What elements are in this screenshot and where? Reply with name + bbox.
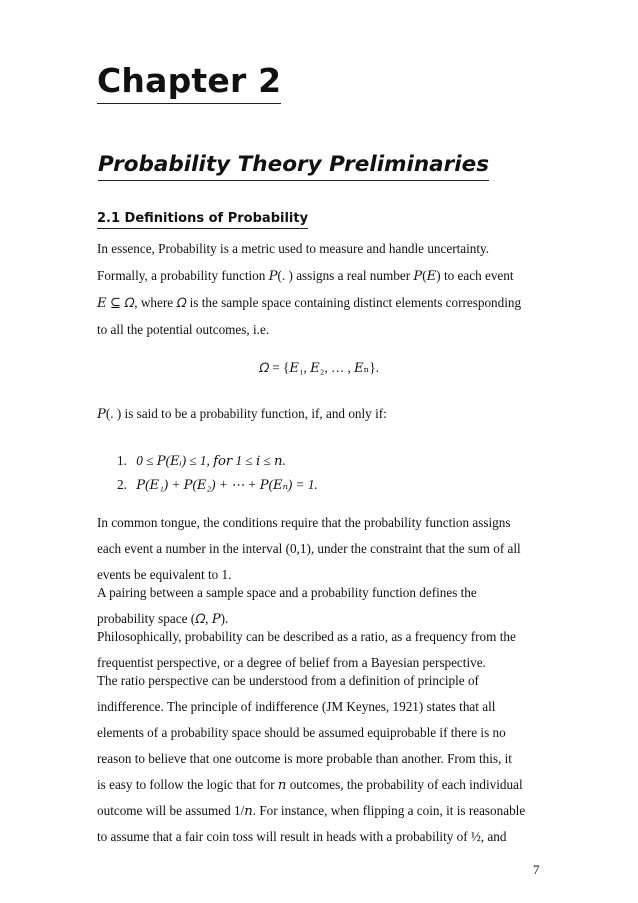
- paragraph-line: Formally, a probability function 𝑃(. ) assigns a real number 𝑃(𝐸) to each event: [97, 268, 514, 283]
- paragraph-line: Philosophically, probability can be described as a ratio, as a frequency from the: [97, 629, 516, 644]
- paragraph-line: In essence, Probability is a metric used to measure and handle uncertainty.: [97, 241, 490, 256]
- paragraph-line: outcome will be assumed 1/𝑛. For instance, when flipping a coin, it is reasonable: [97, 803, 526, 818]
- condition-formula: 𝑃(𝐸₁) + 𝑃(𝐸₂) + ⋯ + 𝑃(𝐸ₙ) = 1.: [136, 477, 318, 492]
- condition-item: [117, 452, 286, 470]
- condition-formula: 0 ≤ 𝑃(𝐸ᵢ) ≤ 1, 𝑓𝑜𝑟 1 ≤ 𝑖 ≤ 𝑛.: [136, 453, 286, 468]
- condition-intro: 𝑃(. ) is said to be a probability function, if, and only if:: [97, 406, 387, 421]
- condition-number: 1.: [117, 453, 127, 468]
- paragraph-line: probability space (𝛺, 𝑃).: [97, 611, 229, 626]
- paragraph-line: 𝐸 ⊆ 𝛺, where 𝛺 is the sample space containing distinct elements corresponding: [97, 295, 522, 310]
- paragraph-line: reason to believe that one outcome is more probable than another. From this, it: [97, 751, 512, 766]
- page-number: 7: [533, 862, 540, 877]
- paragraph-line: A pairing between a sample space and a probability function defines the: [97, 585, 477, 600]
- paragraph-line: to assume that a fair coin toss will result in heads with a probability of ½, and: [97, 829, 507, 844]
- paragraph-line: each event a number in the interval (0,1), under the constraint that the sum of all: [97, 541, 521, 556]
- paragraph-line: events be equivalent to 1.: [97, 567, 232, 582]
- paragraph-line: elements of a probability space should be assumed equiprobable if there is no: [97, 725, 506, 740]
- chapter-subtitle: Probability Theory Preliminaries: [98, 150, 489, 181]
- paragraph-line: The ratio perspective can be understood from a definition of principle of: [97, 673, 479, 688]
- paragraph-line: is easy to follow the logic that for 𝑛 outcomes, the probability of each individual: [97, 777, 523, 792]
- paragraph-line: In common tongue, the conditions require that the probability function assigns: [97, 515, 511, 530]
- sample-space-formula: 𝛺 = {𝐸₁, 𝐸₂, … , 𝐸ₙ}.: [258, 360, 380, 375]
- condition-item: [117, 476, 318, 494]
- section-heading: 2.1 Definitions of Probability: [97, 209, 308, 229]
- paragraph-line: indifference. The principle of indifference (JM Keynes, 1921) states that all: [97, 699, 496, 714]
- chapter-title: Chapter 2: [97, 60, 281, 104]
- condition-number: 2.: [117, 477, 127, 492]
- paragraph-line: to all the potential outcomes, i.e.: [97, 322, 270, 337]
- paragraph-line: frequentist perspective, or a degree of belief from a Bayesian perspective.: [97, 655, 486, 670]
